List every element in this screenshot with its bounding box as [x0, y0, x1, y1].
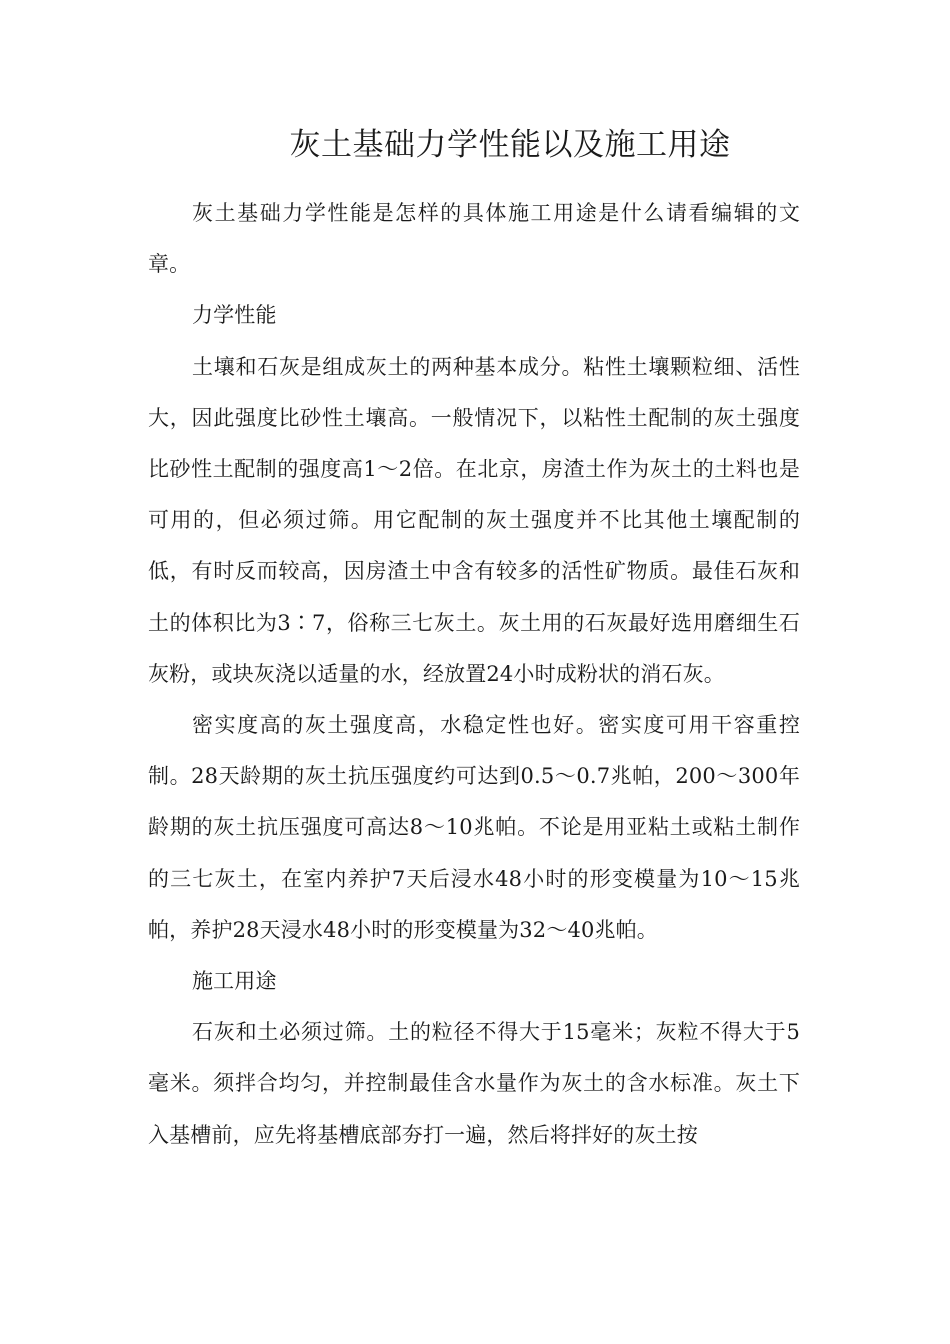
paragraph-intro: 灰土基础力学性能是怎样的具体施工用途是什么请看编辑的文章。	[148, 201, 800, 277]
paragraph-density-strength: 密实度高的灰土强度高，水稳定性也好。密实度可用干容重控制。28天龄期的灰土抗压强度约可达到0.5～0.7兆帕，200～300年龄期的灰土抗压强度可高达8～10兆帕。不论是用亚粘土或粘土制作的三七灰土，在室内养护7天后浸水48小时的形变模量为10～15兆帕，养护28天浸水48小时的形变模量为32～40兆帕。	[148, 713, 800, 942]
document-title: 灰土基础力学性能以及施工用途	[289, 127, 731, 163]
section-heading-mechanical-properties: 力学性能	[192, 303, 277, 328]
paragraph-composition: 土壤和石灰是组成灰土的两种基本成分。粘性土壤颗粒细、活性大，因此强度比砂性土壤高。一般情况下，以粘性土配制的灰土强度比砂性土配制的强度高1～2倍。在北京，房渣土作为灰土的土料也是可用的，但必须过筛。用它配制的灰土强度并不比其他土壤配制的低，有时反而较高，因房渣土中含有较多的活性矿物质。最佳石灰和土的体积比为3∶7，俗称三七灰土。灰土用的石灰最好选用磨细生石灰粉，或块灰浇以适量的水，经放置24小时成粉状的消石灰。	[148, 354, 800, 686]
paragraph-construction: 石灰和土必须过筛。土的粒径不得大于15毫米；灰粒不得大于5毫米。须拌合均匀，并控制最佳含水量作为灰土的含水标准。灰土下入基槽前，应先将基槽底部夯打一遍，然后将拌好的灰土按	[148, 1020, 800, 1147]
section-heading-construction-use: 施工用途	[192, 969, 277, 994]
document-body	[148, 188, 800, 1161]
